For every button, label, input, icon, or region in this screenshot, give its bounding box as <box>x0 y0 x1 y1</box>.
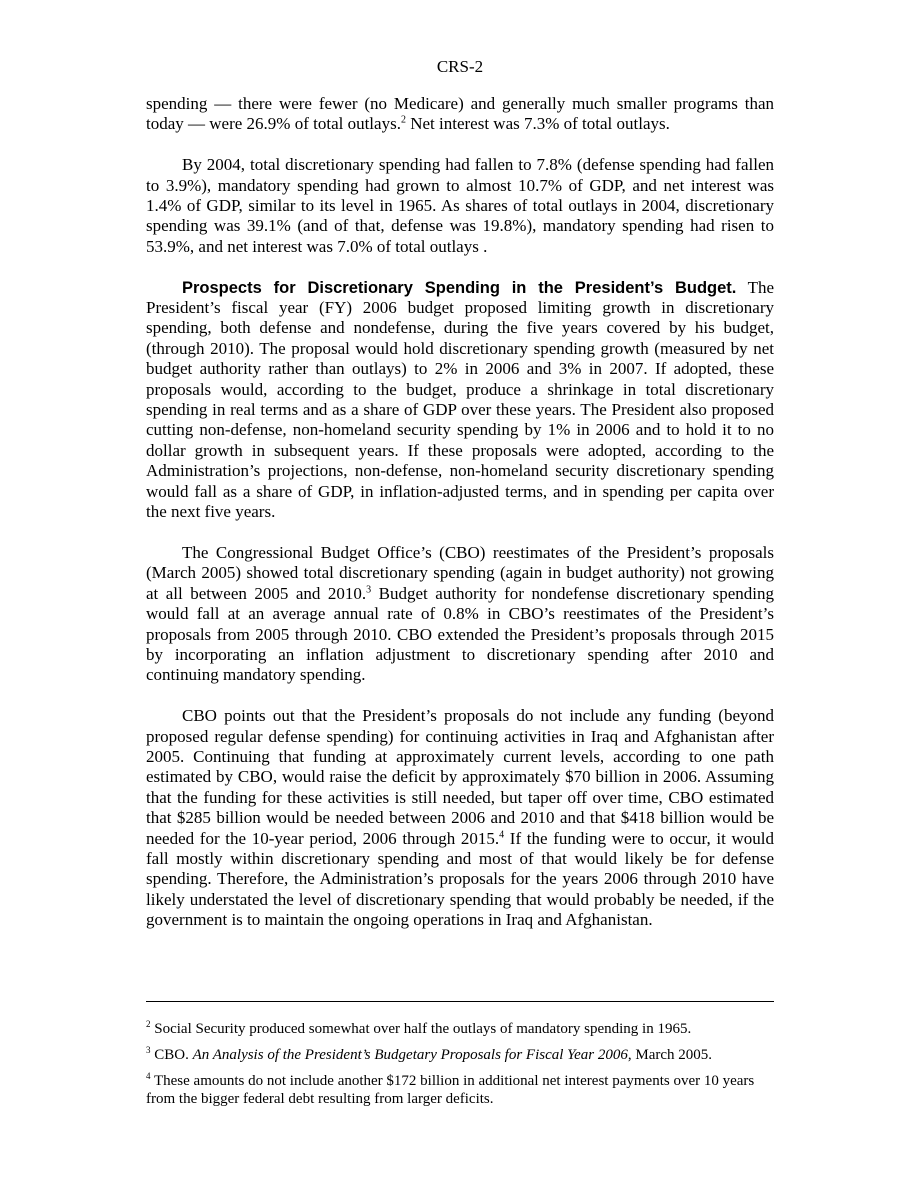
footnote-3 <box>146 1046 774 1064</box>
paragraph-text: By 2004, total discretionary spending had fallen to 7.8% (defense spending had fallen to 3.9%), mandatory spending had grown to almost 10.7% of GDP, and net interest was 1.4% of GDP, similar to its level in 1965. As shares of total outlays in 2004, discretionary spending was 39.1% (and of that, defense was 19.8%), mandatory spending had risen to 53.9%, and net interest was 7.0% of total outlays . <box>146 155 774 256</box>
paragraph-iraq-afghanistan <box>146 706 774 930</box>
footnote-number: 2 <box>146 1019 151 1029</box>
paragraph-text: The President’s fiscal year (FY) 2006 budget proposed limiting growth in discretionary spending, both defense and nondefense, during the five years covered by his budget, (through 2010). The proposal would hold discretionary spending growth (measured by net budget authority rather than outlays) to 2% in 2006 and 3% in 2007. If adopted, these proposals would, according to the budget, produce a shrinkage in total discretionary spending in real terms and as a share of GDP over these years. The President also proposed cutting non-defense, non-homeland security spending by 1% in 2006 and to hold it to no dollar growth in subsequent years. If these proposals were adopted, according to the Administration’s projections, non-defense, non-homeland security discretionary spending would fall as a share of GDP, in inflation-adjusted terms, and in spending per capita over the next five years. <box>146 277 775 522</box>
footnote-4 <box>146 1072 774 1108</box>
footnote-ref-3[interactable]: 3 <box>366 584 372 596</box>
footnote-divider <box>146 1001 774 1002</box>
section-heading: Prospects for Discretionary Spending in the President’s Budget. <box>182 278 737 297</box>
footnote-text: Social Security produced somewhat over half the outlays of mandatory spending in 1965. <box>150 1021 692 1037</box>
page-number: CRS-2 <box>436 57 484 76</box>
footnotes <box>146 1020 774 1116</box>
footnote-ref-2[interactable]: 2 <box>400 114 406 126</box>
footnote-text: , March 2005. <box>627 1047 713 1063</box>
footnote-number: 4 <box>146 1071 151 1081</box>
page-header <box>0 57 920 77</box>
paragraph-text: spending — there were fewer (no Medicare) and generally much smaller programs than today — were 26.9% of total outlays. <box>146 94 774 134</box>
paragraph-text: The Congressional Budget Office’s (CBO) reestimates of the President’s proposals (March 2005) showed total discretionary spending (again in budget authority) not growing at all between 2005 and 2010. <box>146 542 774 603</box>
paragraph-text: Net interest was 7.3% of total outlays. <box>405 114 670 134</box>
paragraph-text: If the funding were to occur, it would fall mostly within discretionary spending and most of that would likely be for defense spending. Therefore, the Administration’s proposals for the years 2006 through 2010 have likely understated the level of discretionary spending that would probably be needed, if the government is to maintain the ongoing operations in Iraq and Afghanistan. <box>146 828 774 930</box>
footnote-2 <box>146 1020 774 1038</box>
paragraph-continued <box>146 94 774 135</box>
footnote-text: These amounts do not include another $172 billion in additional net interest payments over 10 years from the bigger federal debt resulting from larger deficits. <box>146 1073 755 1107</box>
footnote-ref-4[interactable]: 4 <box>499 828 505 840</box>
paragraph-prospects <box>146 278 774 523</box>
footnote-number: 3 <box>146 1045 151 1055</box>
paragraph-text: Budget authority for nondefense discretionary spending would fall at an average annual rate of 0.8% in CBO’s reestimates of the President’s proposals from 2005 through 2010. CBO extended the President’s proposals through 2015 by incorporating an inflation adjustment to discretionary spending after 2010 and continuing mandatory spending. <box>146 583 774 685</box>
body-text <box>146 94 774 931</box>
paragraph-cbo-reestimates <box>146 543 774 686</box>
paragraph-text: CBO points out that the President’s proposals do not include any funding (beyond proposed regular defense spending) for continuing activities in Iraq and Afghanistan after 2005. Continuing that funding at approximately current levels, according to one path estimated by CBO, would raise the deficit by approximately $70 billion in 2006. Assuming that the funding for these activities is still needed, but taper off over time, CBO estimated that $285 billion would be needed between 2006 and 2010 and that $418 billion would be needed for the 10-year period, 2006 through 2015. <box>146 706 774 848</box>
footnote-text: CBO. <box>150 1047 193 1063</box>
footnote-cited-title: An Analysis of the President’s Budgetary Proposals for Fiscal Year 2006 <box>192 1047 628 1063</box>
paragraph-2004-shares <box>146 155 774 257</box>
